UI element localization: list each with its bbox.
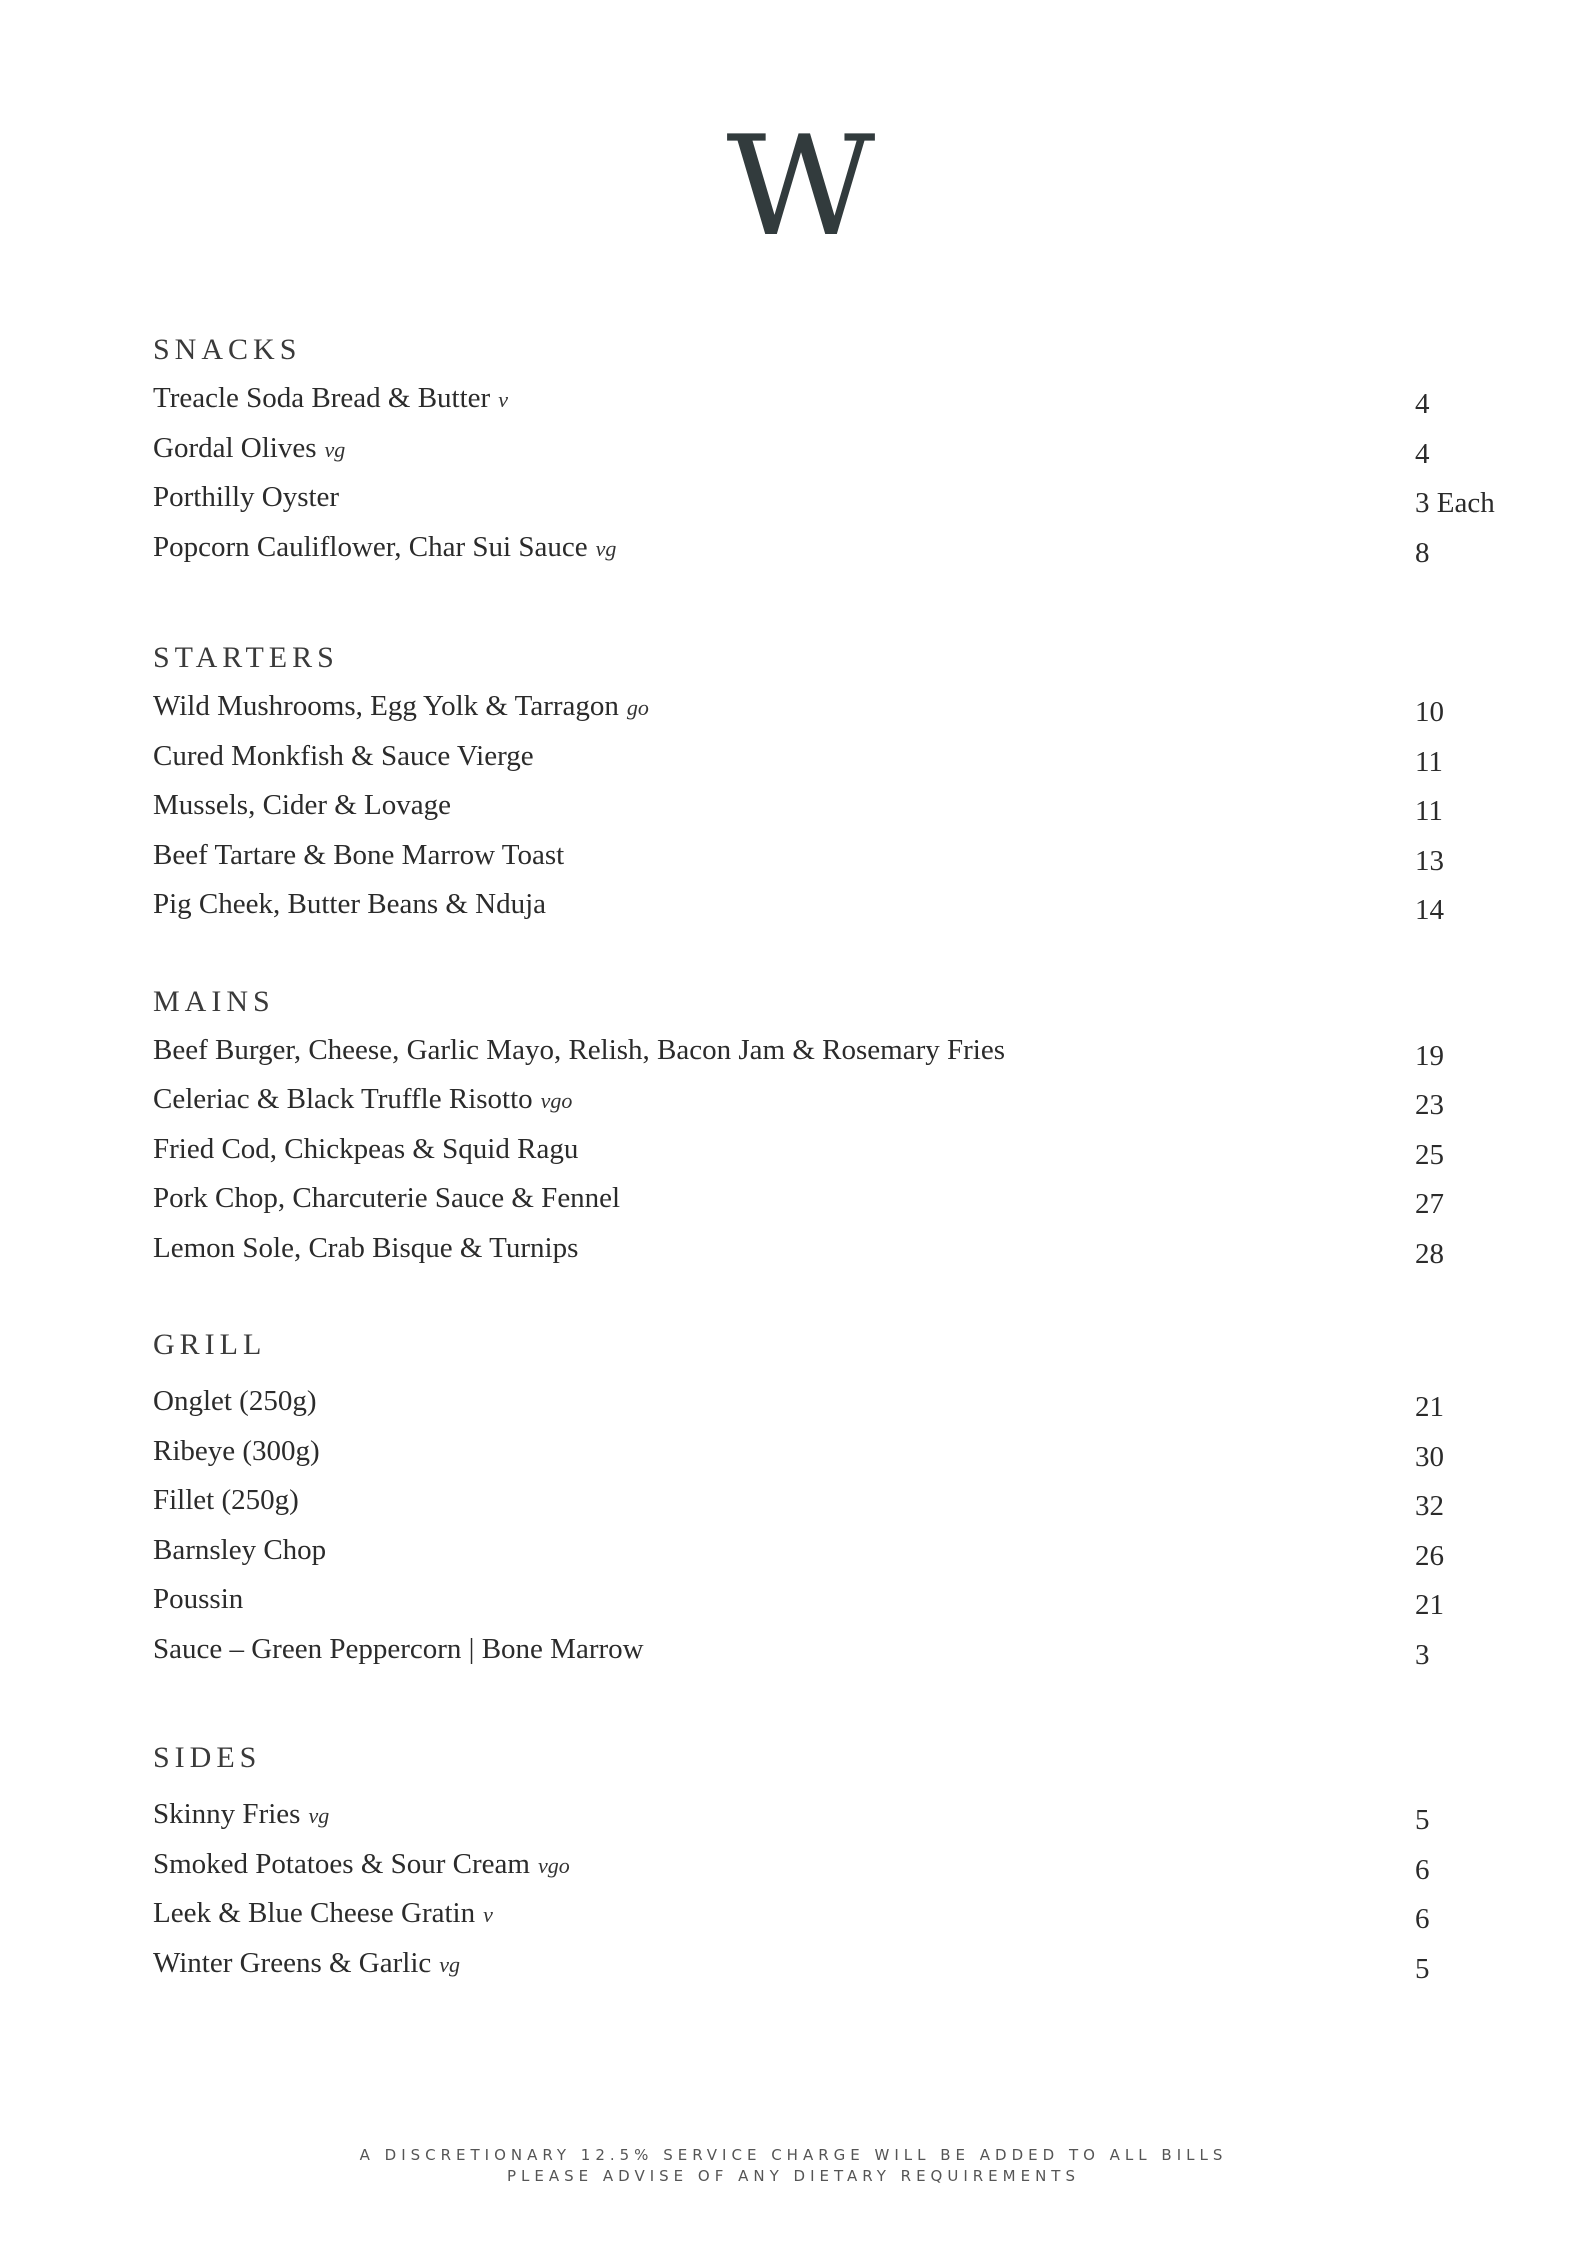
- menu-item-price: 21: [1415, 1391, 1444, 1423]
- dietary-tag: v: [483, 1902, 493, 1927]
- menu-item-price: 14: [1415, 894, 1444, 926]
- menu-item-price: 6: [1415, 1853, 1430, 1886]
- menu-item-name: Treacle Soda Bread & Butter: [153, 382, 491, 414]
- section-snacks: [153, 330, 1513, 574]
- dietary-tag: vg: [324, 436, 346, 462]
- menu-item-price: 23: [1415, 1089, 1444, 1121]
- menu: [153, 330, 1513, 1990]
- dietary-tag: vgo: [540, 1088, 573, 1113]
- menu-item-name: Gordal Olives: [153, 431, 317, 464]
- menu-item: [153, 833, 1513, 883]
- menu-item: [153, 882, 1513, 932]
- section-title: GRILL: [153, 1328, 267, 1361]
- menu-item: [153, 1429, 1513, 1479]
- menu-item-name: Cured Monkfish & Sauce Vierge: [153, 739, 534, 772]
- section-title: SNACKS: [153, 333, 302, 366]
- menu-item: [153, 684, 1513, 734]
- service-charge-note: A DISCRETIONARY 12.5% SERVICE CHARGE WILL BE ADDED TO ALL BILLS: [359, 2146, 1228, 2164]
- restaurant-logo: W: [726, 106, 861, 267]
- menu-item-price: 26: [1415, 1539, 1444, 1572]
- dietary-tag: vg: [308, 1803, 330, 1828]
- section-starters: [153, 638, 1513, 932]
- menu-item: [153, 1577, 1513, 1627]
- menu-item: [153, 1627, 1513, 1677]
- menu-item-name: Mussels, Cider & Lovage: [153, 789, 452, 821]
- menu-item-price: 3: [1415, 1638, 1430, 1671]
- menu-item: [153, 426, 1513, 476]
- menu-item-name: Fillet (250g): [153, 1484, 299, 1516]
- section-title: SIDES: [153, 1741, 262, 1774]
- menu-item: [153, 1379, 1513, 1429]
- menu-item-price: 30: [1415, 1440, 1444, 1473]
- menu-item-name: Skinny Fries: [153, 1798, 301, 1830]
- section-grill: [153, 1325, 1513, 1676]
- menu-item: [153, 1528, 1513, 1578]
- section-title: STARTERS: [153, 641, 339, 674]
- menu-item-name: Barnsley Chop: [153, 1533, 327, 1566]
- menu-item-name: Pig Cheek, Butter Beans & Nduja: [153, 888, 547, 920]
- footer: [0, 2145, 1587, 2187]
- menu-item: [153, 1478, 1513, 1528]
- dietary-tag: vg: [595, 535, 617, 561]
- menu-item: [153, 783, 1513, 833]
- section-mains: [153, 982, 1513, 1276]
- menu-item-name: Ribeye (300g): [153, 1434, 320, 1467]
- menu-item: [153, 376, 1513, 426]
- menu-item-name: Fried Cod, Chickpeas & Squid Ragu: [153, 1132, 579, 1165]
- menu-item: [153, 1226, 1513, 1276]
- menu-item-name: Onglet (250g): [153, 1385, 317, 1417]
- menu-item-price: 13: [1415, 844, 1444, 877]
- menu-item-price: 5: [1415, 1952, 1430, 1985]
- menu-item-name: Poussin: [153, 1583, 244, 1615]
- menu-item-name: Pork Chop, Charcuterie Sauce & Fennel: [153, 1182, 621, 1214]
- menu-item-price: 3 Each: [1415, 487, 1495, 519]
- menu-item: [153, 1891, 1513, 1941]
- menu-item-price: 4: [1415, 388, 1430, 420]
- menu-item-price: 4: [1415, 437, 1430, 470]
- menu-item: [153, 525, 1513, 575]
- menu-item-price: 19: [1415, 1039, 1444, 1072]
- menu-item: [153, 475, 1513, 525]
- menu-item-name: Lemon Sole, Crab Bisque & Turnips: [153, 1231, 579, 1264]
- menu-item-name: Beef Tartare & Bone Marrow Toast: [153, 838, 565, 871]
- menu-item-price: 8: [1415, 536, 1430, 569]
- dietary-tag: vgo: [537, 1852, 570, 1878]
- menu-item-price: 32: [1415, 1490, 1444, 1522]
- menu-item-price: 5: [1415, 1804, 1430, 1836]
- menu-item-price: 6: [1415, 1903, 1430, 1935]
- section-title: MAINS: [153, 984, 275, 1018]
- menu-item: [153, 1127, 1513, 1177]
- dietary-note: PLEASE ADVISE OF ANY DIETARY REQUIREMENTS: [507, 2167, 1080, 2185]
- dietary-tag: vg: [439, 1951, 461, 1977]
- menu-item: [153, 734, 1513, 784]
- menu-item-price: 27: [1415, 1188, 1444, 1220]
- menu-item-price: 25: [1415, 1138, 1444, 1171]
- menu-item: [153, 1792, 1513, 1842]
- section-sides: [153, 1738, 1513, 1990]
- menu-item-price: 11: [1415, 745, 1443, 778]
- menu-item-name: Leek & Blue Cheese Gratin: [153, 1897, 476, 1929]
- menu-item: [153, 1077, 1513, 1127]
- menu-item-price: 21: [1415, 1589, 1444, 1621]
- menu-item-price: 11: [1415, 795, 1443, 827]
- menu-item: [153, 1176, 1513, 1226]
- menu-item-name: Winter Greens & Garlic: [153, 1946, 432, 1979]
- menu-item: [153, 1941, 1513, 1991]
- menu-item-name: Celeriac & Black Truffle Risotto: [153, 1083, 533, 1115]
- menu-item-name: Popcorn Cauliflower, Char Sui Sauce: [153, 530, 588, 563]
- dietary-tag: v: [498, 387, 508, 412]
- menu-item-name: Smoked Potatoes & Sour Cream: [153, 1847, 530, 1880]
- dietary-tag: go: [626, 695, 649, 720]
- menu-item: [153, 1842, 1513, 1892]
- menu-item-price: 28: [1415, 1237, 1444, 1270]
- menu-item-name: Wild Mushrooms, Egg Yolk & Tarragon: [153, 690, 619, 722]
- menu-item-name: Porthilly Oyster: [153, 481, 340, 513]
- menu-item-name: Sauce – Green Peppercorn | Bone Marrow: [153, 1632, 644, 1665]
- menu-item-price: 10: [1415, 696, 1444, 728]
- menu-item-name: Beef Burger, Cheese, Garlic Mayo, Relish, Bacon Jam & Rosemary Fries: [153, 1033, 1006, 1066]
- menu-item: [153, 1028, 1513, 1078]
